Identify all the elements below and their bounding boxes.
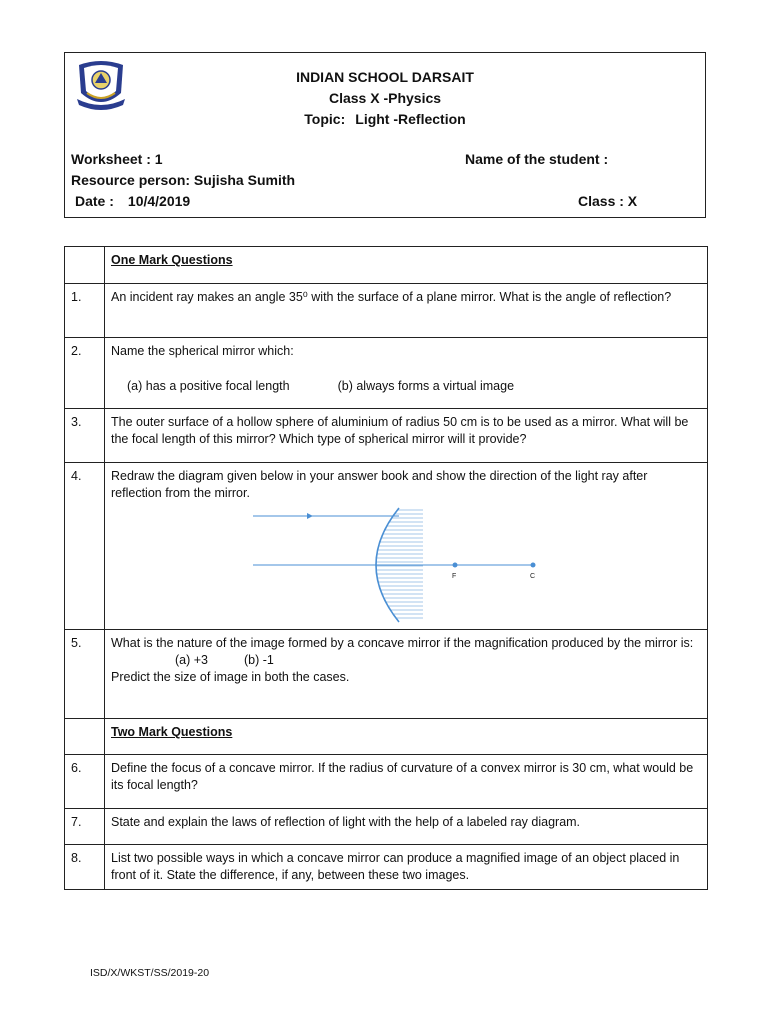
question-text: Define the focus of a concave mirror. If the radius of curvature of a convex mirror is 30 cm, what would be its focal length?	[105, 755, 708, 809]
question-row	[65, 755, 708, 809]
question-text: What is the nature of the image formed by a concave mirror if the magnification produced by the mirror is:	[111, 636, 694, 650]
class-subject: Class X -Physics	[328, 90, 442, 106]
question-number: 3.	[65, 409, 105, 463]
worksheet-number: Worksheet : 1	[71, 151, 163, 167]
date-label: Date :	[75, 193, 114, 209]
date-value: 10/4/2019	[127, 193, 191, 209]
date-line	[75, 193, 190, 209]
question-text: List two possible ways in which a concave mirror can produce a magnified image of an object placed in front of it. State the difference, if any, between these two images.	[105, 845, 708, 890]
questions-table	[64, 246, 708, 890]
focus-point	[453, 563, 458, 568]
center-label: C	[530, 573, 536, 580]
question-number: 7.	[65, 809, 105, 845]
topic-value: Light -Reflection	[355, 111, 466, 127]
ray-arrow-icon	[307, 513, 313, 519]
convex-mirror-diagram	[253, 506, 553, 624]
question-row	[65, 409, 708, 463]
question-number: 4.	[65, 463, 105, 630]
question-row	[65, 463, 708, 630]
question-row	[65, 338, 708, 409]
resource-person: Resource person: Sujisha Sumith	[71, 172, 296, 188]
question-text: The outer surface of a hollow sphere of aluminium of radius 50 cm is to be used as a mirror. What will be the focal length of this mirror? Which type of spherical mirror will it provide?	[105, 409, 708, 463]
option-a: (a) +3	[175, 653, 209, 667]
question-text: An incident ray makes an angle 35⁰ with the surface of a plane mirror. What is the angle of reflection?	[105, 284, 708, 338]
topic-line	[65, 111, 705, 127]
focus-label: F	[452, 573, 457, 580]
question-number: 2.	[65, 338, 105, 409]
class-label: Class : X	[578, 193, 638, 209]
question-tail: Predict the size of image in both the cases.	[111, 670, 350, 684]
document-code: ISD/X/WKST/SS/2019-20	[90, 967, 210, 979]
question-options	[111, 652, 701, 669]
option-b: (b) always forms a virtual image	[337, 379, 515, 393]
question-text: Name the spherical mirror which:	[111, 344, 294, 358]
school-name: INDIAN SCHOOL DARSAIT	[296, 69, 474, 85]
section-title-two-mark: Two Mark Questions	[111, 725, 233, 739]
section-title-one-mark: One Mark Questions	[111, 253, 233, 267]
question-number: 8.	[65, 845, 105, 890]
question-number: 1.	[65, 284, 105, 338]
center-of-curvature-point	[531, 563, 536, 568]
question-number: 5.	[65, 630, 105, 719]
question-row	[65, 630, 708, 719]
header-box	[64, 52, 706, 218]
mirror-hatching	[363, 510, 423, 618]
question-row	[65, 809, 708, 845]
topic-label: Topic:	[304, 111, 346, 127]
option-a: (a) has a positive focal length	[127, 379, 290, 393]
option-b: (b) -1	[244, 653, 274, 667]
section-row	[65, 719, 708, 755]
question-text: Redraw the diagram given below in your answer book and show the direction of the light ray after reflection from the mirror.	[111, 469, 648, 500]
section-row	[65, 247, 708, 284]
question-number: 6.	[65, 755, 105, 809]
student-name-label: Name of the student :	[465, 151, 609, 167]
question-row	[65, 845, 708, 890]
question-options	[111, 378, 701, 395]
question-text: State and explain the laws of reflection of light with the help of a labeled ray diagram.	[105, 809, 708, 845]
question-row	[65, 284, 708, 338]
